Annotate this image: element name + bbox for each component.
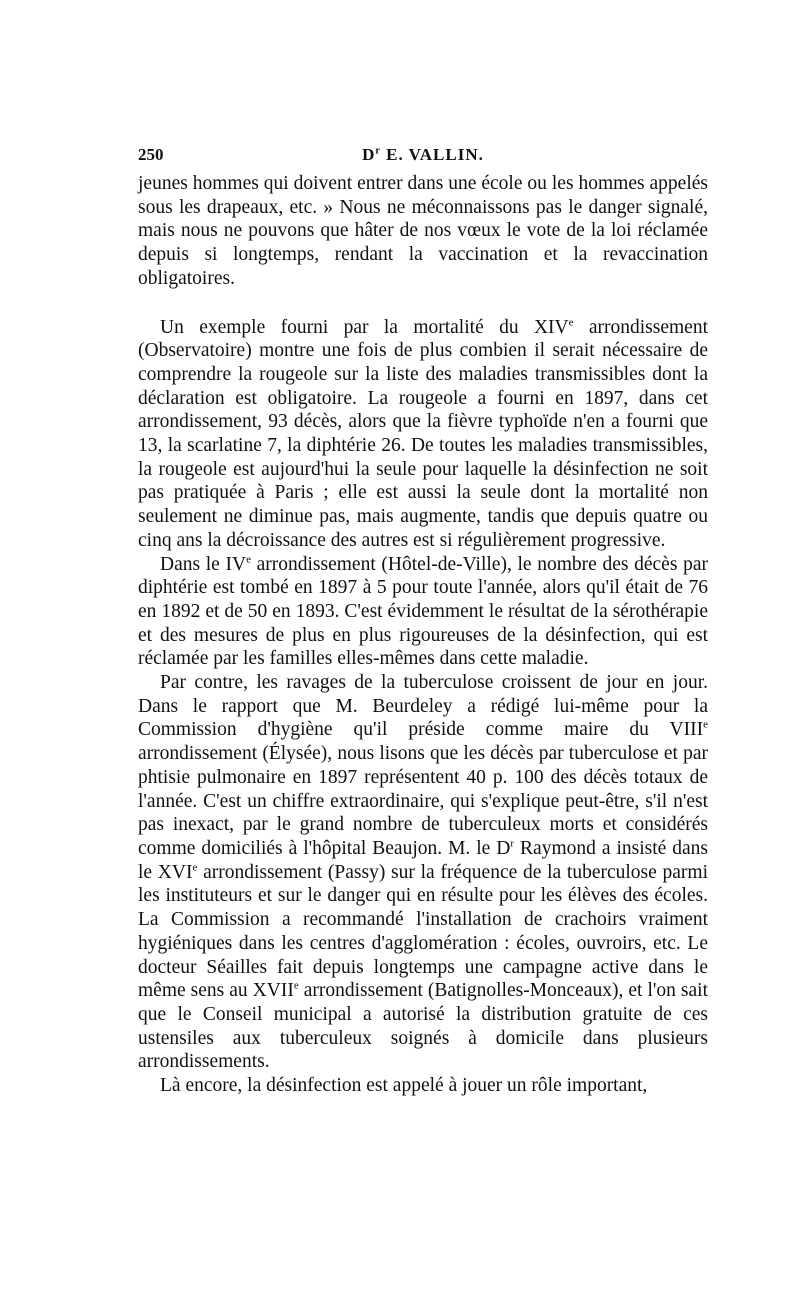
author-prefix-sup: r bbox=[375, 145, 381, 157]
body-text bbox=[138, 172, 708, 1098]
paragraph-1: jeunes hommes qui doivent entrer dans une école ou les hommes appelés sous les drapeaux, etc. » Nous ne méconnaissons pas le danger signalé, mais nous ne pouvons que hâter de nos vœux le vote de la loi réclamée depuis si longtemps, rendant la vaccination et la revaccination obligatoires. bbox=[138, 173, 708, 289]
author-prefix: D bbox=[362, 145, 376, 164]
running-header bbox=[138, 145, 708, 167]
paragraph-3: Dans le IVe arrondissement (Hôtel-de-Ville), le nombre des décès par diphtérie est tombé en 1897 à 5 pour toute l'année, alors qu'il était de 76 en 1892 et de 50 en 1893. C'est évidemment le résultat de la sérothérapie et des mesures de plus en plus rigoureuses de la désinfection, qui est réclamée par les familles elles-mêmes dans cette maladie. bbox=[138, 553, 708, 670]
author-name: E. VALLIN. bbox=[386, 145, 484, 164]
running-title bbox=[138, 145, 708, 165]
paragraph-5: Là encore, la désinfection est appelé à jouer un rôle important, bbox=[160, 1075, 648, 1097]
page-number: 250 bbox=[138, 145, 164, 164]
paragraph-4: Par contre, les ravages de la tuberculose croissent de jour en jour. Dans le rapport que M. Beurdeley a rédigé lui-même pour la Commission d'hygiène qu'il préside comme maire du VIIIe arrondissement (Élysée), nous lisons que les décès par tuberculose et par phtisie pulmonaire en 1897 représentent 40 p. 100 des décès totaux de l'année. C'est un chiffre extraordinaire, qui s'explique peut-être, s'il n'est pas inexact, par le grand nombre de tuberculeux morts et considérés comme domiciliés à l'hôpital Beaujon. M. le $D^r$ Raymond a insisté dans le XVIe arrondissement (Passy) sur la fréquence de la tuberculose parmi les instituteurs et sur le danger qui en résulte pour les élèves des écoles. La Commission a recommandé l'installation de crachoirs vraiment hygiéniques dans les centres d'agglomération : écoles, ouvroirs, etc. Le docteur Séailles fait depuis longtemps une campagne active dans le même sens au XVIIe arrondissement (Batignolles-Monceaux), et l'on sait que le Conseil municipal a autorisé la distribution gratuite de ces ustensiles aux tuberculeux soignés à domicile dans plusieurs arrondissements. bbox=[138, 672, 708, 1073]
paragraph-2: Un exemple fourni par la mortalité du XIVe arrondissement (Observatoire) montre une fois de plus combien il serait nécessaire de comprendre la rougeole sur la liste des maladies transmissibles dont la déclaration est obligatoire. La rougeole a fourni en 1897, dans cet arrondissement, 93 décès, alors que la fièvre typhoïde n'en a fourni que 13, la scarlatine 7, la diphtérie 26. De toutes les maladies transmissibles, la rougeole est aujourd'hui la seule pour laquelle la désinfection ne soit pas pratiquée à Paris ; elle est aussi la seule dont la mortalité non seulement ne diminue pas, mais augmente, tandis que depuis quatre ou cinq ans la décroissance des autres est si régulièrement progressive. bbox=[138, 316, 708, 551]
